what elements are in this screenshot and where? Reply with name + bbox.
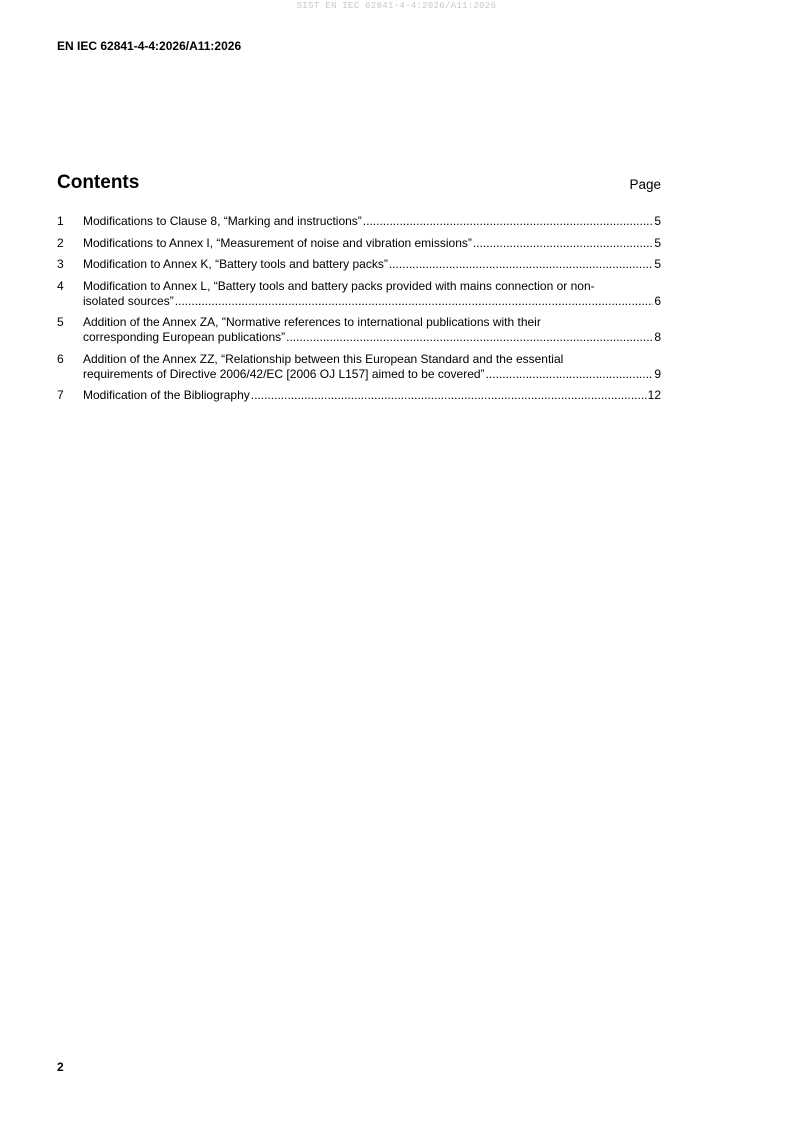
dot-leader [251,388,647,403]
contents-heading-row [57,172,661,196]
toc-entry-page[interactable]: 5 [654,214,661,228]
watermark: SIST EN IEC 62841-4-4:2026/A11:2026 [296,1,497,11]
dot-leader [389,257,653,272]
toc-entry[interactable] [57,388,661,403]
toc-entry-page[interactable]: 5 [654,235,661,250]
toc-entry-title[interactable]: Modification of the Bibliography [83,388,250,402]
toc-entry[interactable] [57,279,661,309]
dot-leader [473,236,653,251]
dot-leader [175,294,654,309]
contents-title: Contents [57,172,140,193]
toc-entry-title-first-line[interactable]: Addition of the Annex ZZ, “Relationship between this European Standard and the essential [83,351,564,366]
toc-entry-number: 5 [57,315,64,329]
toc-entry-title-first-line[interactable]: Addition of the Annex ZA, "Normative references to international publications with their [83,315,541,329]
toc-entry-number: 2 [57,235,64,250]
toc-entry[interactable] [57,352,661,382]
toc-entry-page[interactable]: 9 [654,366,661,381]
toc-entry-title[interactable]: Modification to Annex K, “Battery tools and battery packs” [83,257,388,271]
toc-entry-title[interactable]: isolated sources” [83,293,174,308]
toc-entry-number: 3 [57,257,64,271]
toc-entry[interactable] [57,236,661,251]
table-of-contents [57,214,661,410]
toc-entry-title[interactable]: corresponding European publications” [83,330,286,344]
toc-entry-title-first-line[interactable]: Modification to Annex L, “Battery tools and battery packs provided with mains connection or non- [83,278,595,293]
toc-entry-number: 6 [57,351,64,366]
dot-leader [486,367,654,382]
toc-entry-page[interactable]: 5 [654,257,661,271]
toc-entry[interactable] [57,315,661,345]
toc-entry-number: 1 [57,214,64,228]
toc-entry-number: 7 [57,388,64,402]
toc-entry[interactable] [57,257,661,272]
toc-entry-page[interactable]: 8 [654,330,661,344]
document-header: EN IEC 62841-4-4:2026/A11:2026 [57,39,242,53]
toc-entry-number: 4 [57,278,64,293]
toc-entry-title[interactable]: requirements of Directive 2006/42/EC [2006 OJ L157] aimed to be covered” [83,366,485,381]
toc-entry-title[interactable]: Modifications to Annex I, “Measurement of noise and vibration emissions” [83,235,472,250]
dot-leader [363,214,654,229]
toc-entry-page[interactable]: 12 [647,388,661,402]
toc-entry-title[interactable]: Modifications to Clause 8, “Marking and instructions” [83,214,362,228]
toc-entry-page[interactable]: 6 [654,293,661,308]
contents-page-label: Page [629,177,661,192]
dot-leader [286,330,653,345]
toc-entry[interactable] [57,214,661,229]
page-number: 2 [57,1060,64,1074]
